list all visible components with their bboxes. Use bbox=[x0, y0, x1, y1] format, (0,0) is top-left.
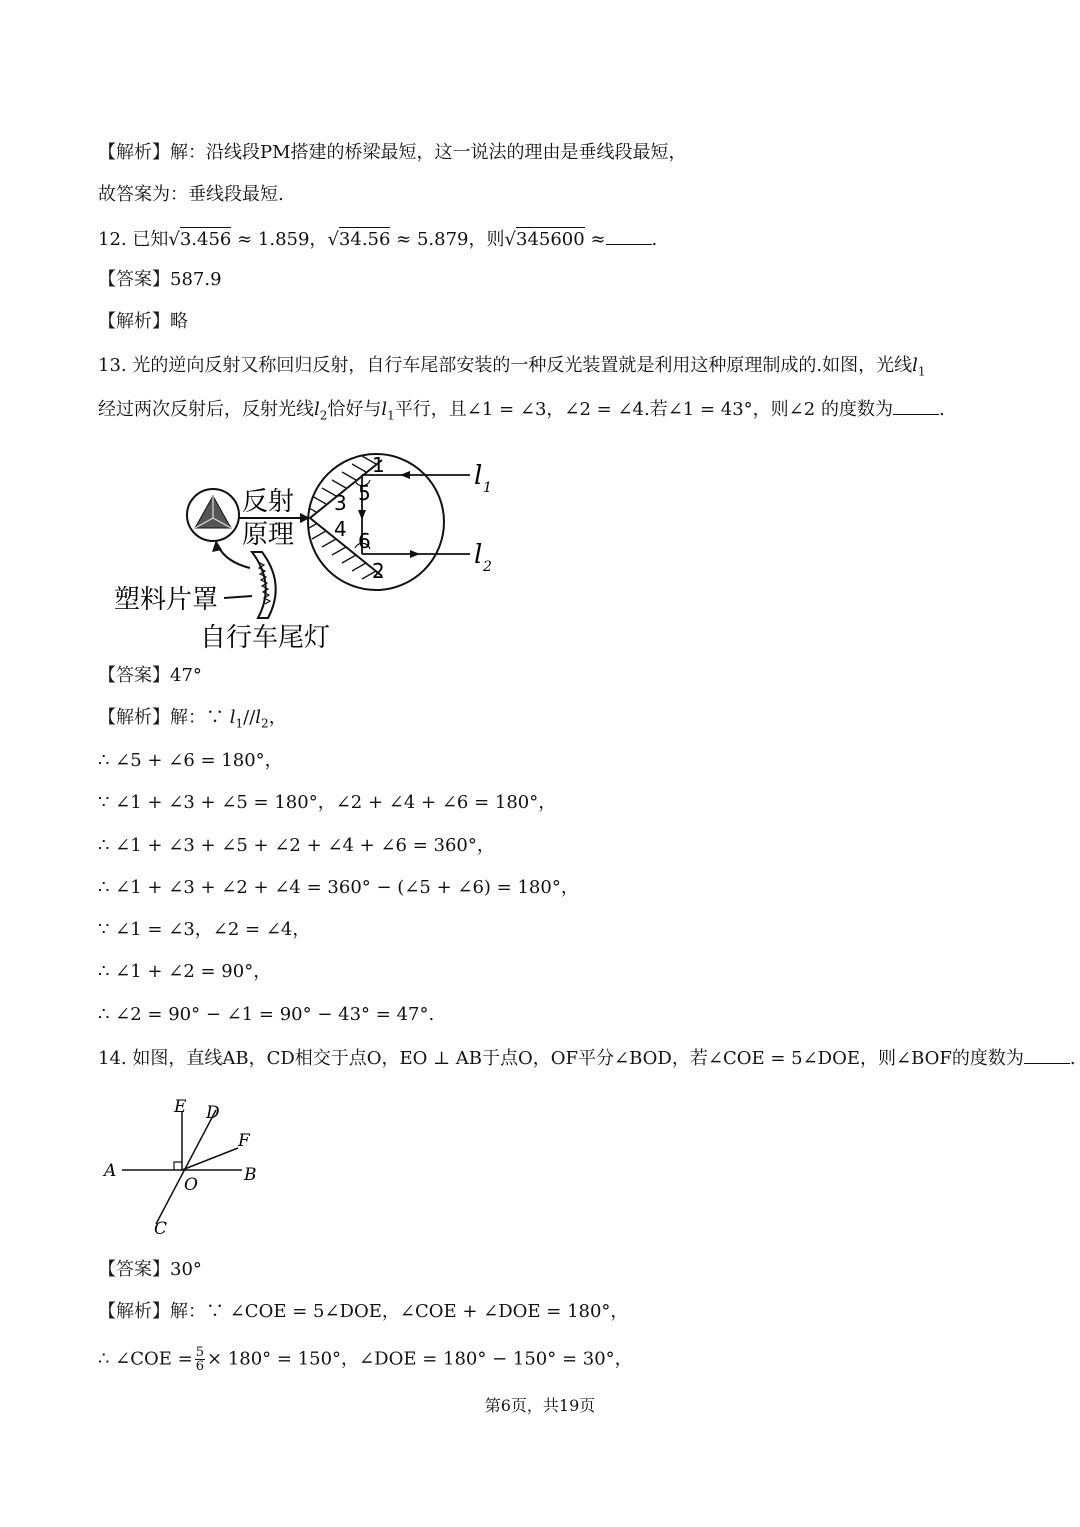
q12-prefix: 12. 已知 bbox=[98, 229, 169, 250]
angle-1: 1 bbox=[372, 453, 385, 477]
step-text: ∴ ∠1 + ∠2 = 90°， bbox=[98, 961, 272, 982]
l2-var: l bbox=[255, 707, 262, 728]
analysis-14-text: 解：∵ ∠COE = 5∠DOE，∠COE + ∠DOE = 180°， bbox=[170, 1301, 629, 1322]
answer-tag: 【答案】 bbox=[98, 665, 170, 686]
l1-var: l bbox=[381, 399, 388, 420]
step-text: × 180° = 150°，∠DOE = 180° − 150° = 30°， bbox=[207, 1348, 633, 1370]
analysis-13-line-5 bbox=[98, 876, 579, 900]
point-A: A bbox=[104, 1161, 117, 1181]
analysis-12 bbox=[98, 310, 188, 334]
point-C: C bbox=[154, 1219, 168, 1239]
answer-14-value: 30° bbox=[170, 1259, 202, 1280]
l1-sub: 1 bbox=[387, 408, 395, 423]
line-2-text: 故答案为：垂线段最短. bbox=[98, 184, 284, 205]
answer-12 bbox=[98, 268, 222, 292]
analysis-13-line-1: 【解析】解：∵ $l_1//l_2$， bbox=[98, 707, 287, 731]
label-fanshe: 反射 bbox=[242, 487, 295, 517]
q14-text: 14. 如图，直线AB，CD相交于点O，EO ⊥ AB于点O，OF平分∠BOD，若∠COE = 5∠DOE，则∠BOF的度数为 bbox=[98, 1048, 1024, 1069]
answer-13 bbox=[98, 664, 202, 688]
analysis-tag: 【解析】 bbox=[98, 142, 170, 163]
step-text: ∵ ∠1 = ∠3，∠2 = ∠4， bbox=[98, 919, 311, 940]
sqrt-2: 34.56 bbox=[338, 229, 391, 250]
step-text: ∴ ∠5 + ∠6 = 180°， bbox=[98, 750, 283, 771]
analysis-13-line-3 bbox=[98, 791, 556, 815]
label-l1-sub: 1 bbox=[483, 480, 492, 496]
label-l1: l bbox=[474, 461, 483, 491]
label-yuanli: 原理 bbox=[242, 520, 295, 550]
sqrt-1: 3.456 bbox=[179, 229, 232, 250]
right-angle-mark bbox=[174, 1162, 182, 1170]
step-text: ∴ ∠COE = bbox=[98, 1348, 193, 1370]
question-13-line-2: 经过两次反射后，反射光线$l_2$恰好与$l_1$平行，且∠1 = ∠3，∠2 = ∠4.若∠1 = 43°，则∠2 的度数为 . bbox=[98, 396, 945, 428]
answer-14 bbox=[98, 1258, 202, 1282]
point-O: O bbox=[184, 1175, 198, 1195]
analysis-tag: 【解析】 bbox=[98, 1301, 170, 1322]
l2-sub: 2 bbox=[261, 716, 269, 731]
question-13-line-1 bbox=[98, 354, 925, 384]
q12-mid-1: ≈ 1.859， bbox=[231, 229, 328, 250]
answer-blank bbox=[606, 226, 652, 245]
angle-3: 3 bbox=[334, 491, 347, 515]
analysis-14-line-2 bbox=[98, 1346, 633, 1373]
sqrt-3: 345600 bbox=[516, 229, 585, 250]
answer-blank bbox=[1024, 1045, 1070, 1064]
fraction-denominator: 6 bbox=[195, 1359, 205, 1374]
answer-blank bbox=[893, 396, 939, 415]
step-text: ∴ ∠1 + ∠3 + ∠2 + ∠4 = 360° − (∠5 + ∠6) = 180°， bbox=[98, 877, 579, 898]
point-B: B bbox=[244, 1165, 257, 1185]
label-taideng: 自行车尾灯 bbox=[200, 623, 331, 653]
step-text: ∴ ∠1 + ∠3 + ∠5 + ∠2 + ∠4 + ∠6 = 360°， bbox=[98, 835, 495, 856]
q12-mid-3: ≈ bbox=[584, 229, 606, 250]
fraction bbox=[195, 1346, 205, 1373]
angle-2: 2 bbox=[372, 559, 385, 583]
l2-sub: 2 bbox=[319, 408, 328, 423]
question-14: 14. 如图，直线AB，CD相交于点O，EO ⊥ AB于点O，OF平分∠BOD，若∠COE = 5∠DOE，则∠BOF的度数为 . bbox=[98, 1045, 1076, 1071]
point-E: E bbox=[174, 1097, 187, 1117]
angle-6: 6 bbox=[358, 529, 371, 553]
analysis-12-text: 略 bbox=[170, 311, 188, 332]
answer-tag: 【答案】 bbox=[98, 269, 170, 290]
l2-var: l bbox=[314, 399, 320, 420]
line-1 bbox=[98, 141, 687, 165]
q12-mid-2: ≈ 5.879，则 bbox=[390, 229, 505, 250]
point-D: D bbox=[206, 1103, 220, 1123]
analysis-tag: 【解析】 bbox=[98, 311, 170, 332]
fraction-numerator: 5 bbox=[195, 1345, 205, 1360]
l1-sub: 1 bbox=[917, 364, 926, 379]
line-CD bbox=[156, 1110, 216, 1224]
label-l2: l bbox=[474, 540, 483, 570]
analysis-13-text: 解：∵ bbox=[170, 707, 230, 728]
analysis-13-line-4 bbox=[98, 834, 495, 858]
analysis-13-line-8 bbox=[98, 1003, 434, 1027]
q13-text-2a: 经过两次反射后，反射光线 bbox=[98, 399, 314, 420]
point-F: F bbox=[238, 1131, 250, 1151]
analysis-tag: 【解析】 bbox=[98, 707, 170, 728]
l1-sub: 1 bbox=[235, 716, 244, 731]
step-text: ∴ ∠2 = 90° − ∠1 = 90° − 43° = 47°. bbox=[98, 1004, 435, 1025]
page-footer: 第6页，共19页 bbox=[484, 1396, 596, 1415]
reflector-figure bbox=[100, 440, 520, 660]
answer-tag: 【答案】 bbox=[98, 1259, 170, 1280]
line-1-text: 解：沿线段PM搭建的桥梁最短，这一说法的理由是垂线段最短， bbox=[170, 142, 687, 163]
l1-var: l bbox=[229, 707, 236, 728]
analysis-14-line-1 bbox=[98, 1300, 628, 1324]
q13-text-2c: 平行，且∠1 = ∠3，∠2 = ∠4.若∠1 = 43°，则∠2 的度数为 bbox=[394, 399, 893, 420]
analysis-13-line-6 bbox=[98, 918, 310, 942]
label-l2-sub: 2 bbox=[483, 559, 492, 575]
q13-text-2b: 恰好与 bbox=[327, 399, 382, 420]
angle-5: 5 bbox=[358, 481, 371, 505]
analysis-13-line-7 bbox=[98, 960, 271, 984]
label-suliao: 塑料片罩 bbox=[114, 585, 219, 615]
angle-4: 4 bbox=[334, 517, 347, 541]
q13-text-1: 13. 光的逆向反射又称回归反射，自行车尾部安装的一种反光装置就是利用这种原理制成的.如图，光线 bbox=[98, 355, 913, 376]
step-text: ∵ ∠1 + ∠3 + ∠5 = 180°，∠2 + ∠4 + ∠6 = 180°， bbox=[98, 792, 557, 813]
line-2 bbox=[98, 183, 284, 207]
l1-var: l bbox=[912, 355, 918, 376]
analysis-13-line-2 bbox=[98, 749, 283, 773]
question-12: 12. 已知√3.456 ≈ 1.859，√34.56 ≈ 5.879，则√345600 ≈ . bbox=[98, 226, 657, 252]
answer-13-value: 47° bbox=[170, 665, 202, 686]
answer-12-value: 587.9 bbox=[170, 269, 222, 290]
parallel-symbol: // bbox=[243, 707, 256, 728]
intersecting-lines-figure bbox=[98, 1092, 298, 1242]
